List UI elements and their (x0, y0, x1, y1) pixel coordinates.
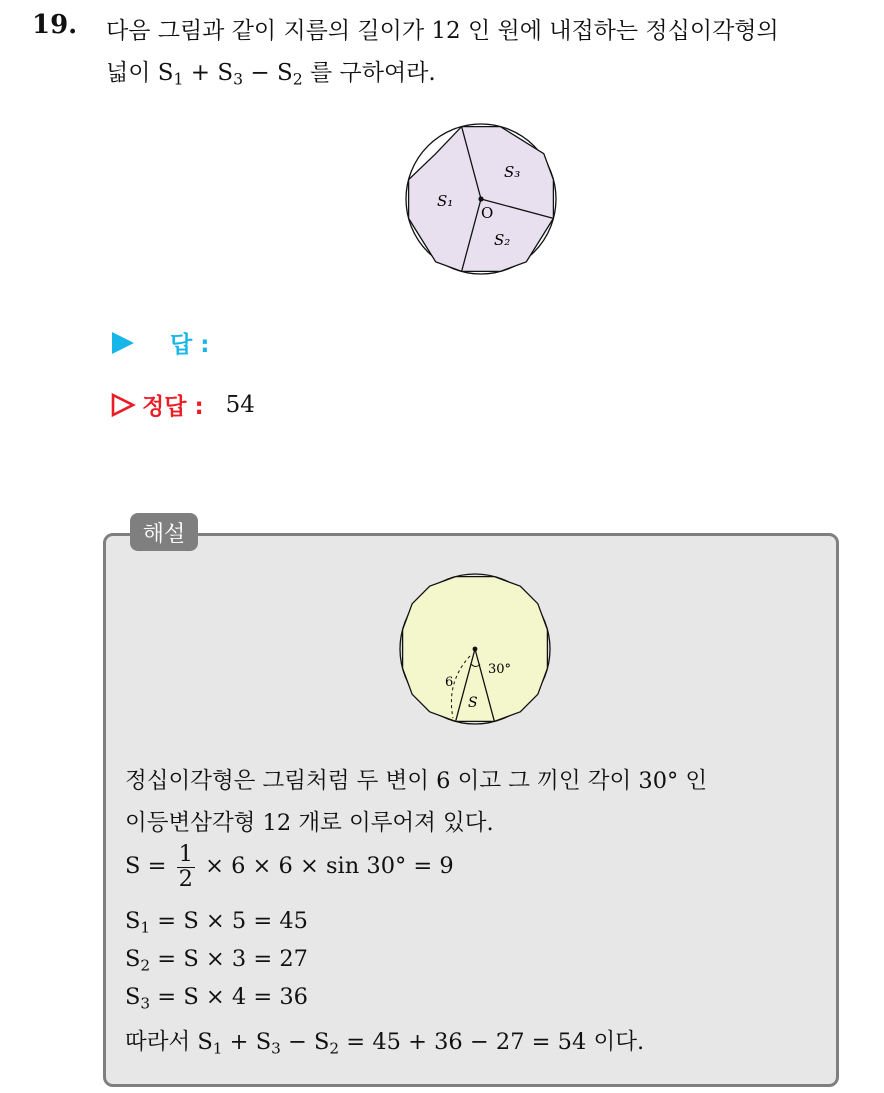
answer-input-label: 답 : (170, 332, 210, 358)
conclusion-prefix: 따라서 (125, 1029, 191, 1055)
question-text-line2: 넓이 $S_1 + S_3 - S_2$ 를 구하여라. (106, 60, 436, 89)
equation-s2: $S_2 = S \times 3 = 27$ (125, 946, 308, 975)
equation-s3-rhs: = S × 4 = 36 (150, 984, 308, 1010)
fraction (177, 843, 195, 891)
fraction-denominator: 2 (178, 865, 193, 892)
question-text-line1: 다음 그림과 같이 지름의 길이가 12 인 원에 내접하는 정십이각형의 (106, 18, 779, 44)
problem-figure (404, 122, 558, 276)
equation-s1: $S_1 = S \times 5 = 45$ (125, 908, 308, 937)
answer-input-row (110, 326, 209, 359)
outline-arrow-icon (110, 392, 136, 418)
play-arrow-icon (110, 330, 136, 356)
conclusion: 따라서 $S_1 + S_3 - S_2 = 45 + 36 - 27 = 54$ 이다. (125, 1029, 645, 1058)
equation-s1-rhs: = S × 5 = 45 (150, 908, 308, 934)
triangle-label: S (468, 695, 478, 711)
question-text-prefix: 넓이 (106, 60, 151, 86)
fraction-numerator: 1 (178, 841, 193, 867)
angle-label: 30° (488, 662, 512, 677)
conclusion-rhs: = 45 + 36 − 27 = 54 (339, 1029, 587, 1055)
equation-s3: $S_3 = S \times 4 = 36$ (125, 984, 308, 1013)
solution-figure (398, 572, 552, 726)
equation-s2-rhs: = S × 3 = 27 (150, 946, 308, 972)
equation-s (125, 843, 454, 891)
question-number: 19. (32, 10, 78, 40)
center-point (473, 647, 478, 652)
solution-text-line2: 이등변삼각형 12 개로 이루어져 있다. (125, 810, 494, 836)
center-label: O (481, 204, 494, 222)
equation-s-lhs: S = (125, 853, 167, 880)
region-label-s3: S₃ (504, 163, 521, 181)
side-length-label: 6 (445, 675, 454, 690)
conclusion-suffix: 이다. (593, 1029, 645, 1055)
center-point (478, 196, 483, 201)
correct-answer-value: 54 (225, 391, 255, 418)
equation-s-rhs: × 6 × 6 × sin 30° = 9 (205, 853, 454, 880)
region-label-s1: S₁ (437, 192, 454, 210)
solution-text-line1: 정십이각형은 그림처럼 두 변이 6 이고 그 끼인 각이 30° 인 (125, 768, 708, 794)
question-text-suffix: 를 구하여라. (310, 60, 436, 86)
correct-answer-label: 정답 : (142, 394, 204, 420)
solution-tag: 해설 (130, 513, 198, 551)
region-label-s2: S₂ (494, 231, 511, 249)
correct-answer-row (110, 388, 255, 421)
